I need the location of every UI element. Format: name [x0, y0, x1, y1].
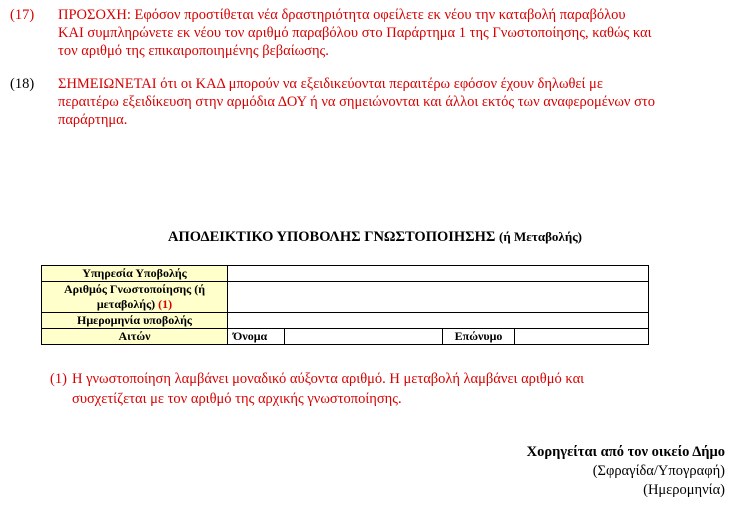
footnote-line: συσχετίζεται με τον αριθμό της αρχικής γνωστοποίησης. — [72, 391, 402, 407]
note-line: παράρτημα. — [58, 112, 128, 128]
first-name-field[interactable] — [285, 329, 443, 345]
note-number: (17) — [10, 7, 35, 23]
last-name-field[interactable] — [515, 329, 649, 345]
note-line: περαιτέρω εξειδίκευση στην αρμόδια ΔΟΥ ή να σημειώνονται και άλλοι εκτός των αναφερομένων στο — [58, 94, 655, 110]
number-label-line1: Αριθμός Γνωστοποίησης (ή — [63, 282, 206, 296]
last-name-label: Επώνυμο — [443, 329, 515, 345]
note-17 — [10, 6, 724, 60]
number-label-line2: μεταβολής) — [96, 297, 156, 311]
number-field[interactable] — [228, 282, 649, 313]
receipt-title-main: ΑΠΟΔΕΙΚΤΙΚΟ ΥΠΟΒΟΛΗΣ ΓΝΩΣΤΟΠΟΙΗΣΗΣ — [167, 229, 496, 245]
service-label: Υπηρεσία Υποβολής — [42, 266, 228, 282]
receipt-table — [41, 265, 649, 345]
date-label: Ημερομηνία υποβολής — [42, 313, 228, 329]
table-row — [42, 313, 649, 329]
first-name-label: Όνομα — [228, 329, 285, 345]
note-line: ΚΑΙ συμπληρώνετε εκ νέου τον αριθμό παραβόλου στο Παράρτημα 1 της Γνωστοποίησης, καθώς και — [58, 25, 652, 41]
receipt-title-paren: (ή Μεταβολής) — [499, 229, 583, 244]
number-label — [42, 282, 228, 313]
table-row — [42, 329, 649, 345]
footnote — [50, 369, 690, 409]
receipt-title — [0, 228, 750, 246]
footnote-ref: (1) — [158, 297, 173, 311]
issued-by: Χορηγείται από τον οικείο Δήμο — [526, 444, 725, 460]
footnote-line: Η γνωστοποίηση λαμβάνει μοναδικό αύξοντα αριθμό. Η μεταβολή λαμβάνει αριθμό και — [72, 371, 585, 387]
note-line: ΠΡΟΣΟΧΗ: Εφόσον προστίθεται νέα δραστηριότητα οφείλετε εκ νέου την καταβολή παραβόλου — [58, 7, 626, 23]
table-row — [42, 282, 649, 313]
service-field[interactable] — [228, 266, 649, 282]
note-18 — [10, 75, 724, 129]
footnote-number: (1) — [50, 371, 67, 387]
note-line: τον αριθμό της επικαιροποιημένης βεβαίωσης. — [58, 43, 329, 59]
note-body — [58, 6, 724, 60]
signature-date: (Ημερομηνία) — [643, 482, 725, 498]
applicant-label: Αιτών — [42, 329, 228, 345]
table-row — [42, 266, 649, 282]
stamp-signature: (Σφραγίδα/Υπογραφή) — [592, 463, 725, 479]
date-field[interactable] — [228, 313, 649, 329]
note-line: ΣΗΜΕΙΩΝΕΤΑΙ ότι οι ΚΑΔ μπορούν να εξειδικεύονται περαιτέρω εφόσον έχουν δηλωθεί με — [58, 76, 603, 92]
note-number: (18) — [10, 76, 35, 92]
note-body — [58, 75, 724, 129]
signature-block — [527, 443, 725, 500]
footnote-text — [72, 369, 690, 409]
